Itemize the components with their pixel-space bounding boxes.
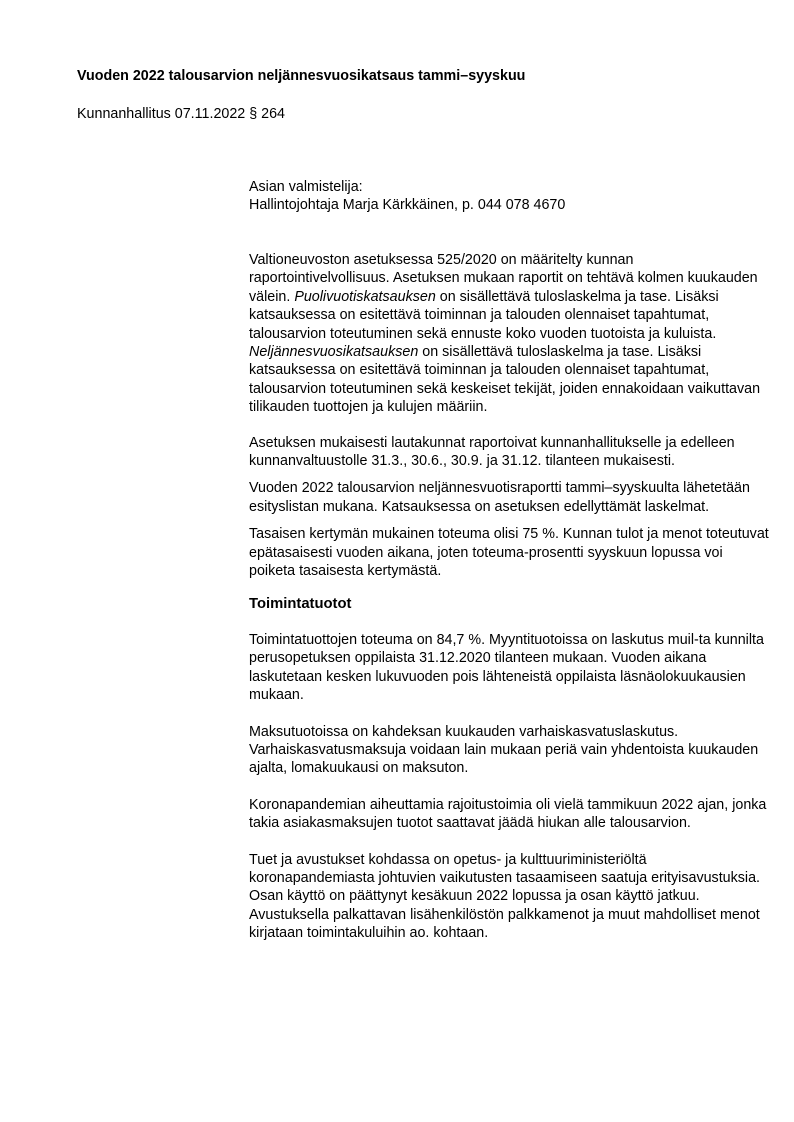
- paragraph-accrual: Tasaisen kertymän mukainen toteuma olisi 75 %. Kunnan tulot ja menot toteutuvat epätasaisesti vuoden aikana, joten toteuma-prosentti syyskuun lopussa voi poiketa tasaisesta kertymästä.: [249, 526, 769, 580]
- paragraph-committees: Asetuksen mukaisesti lautakunnat raportoivat kunnanhallitukselle ja edelleen kunnanvaltuustolle 31.3., 30.6., 30.9. ja 31.12. tilanteen mukaisesti.: [249, 434, 735, 470]
- preparer-label: Asian valmistelija:: [249, 179, 363, 195]
- document-title: Vuoden 2022 talousarvion neljännesvuosikatsaus tammi–syyskuu: [77, 68, 526, 84]
- document-body: [249, 251, 769, 943]
- paragraph-corona: Koronapandemian aiheuttamia rajoitustoimia oli vielä tammikuun 2022 ajan, jonka takia asiakasmaksujen tuotot saattavat jäädä hiukan alle talousarvion.: [249, 796, 767, 832]
- paragraph-operating-income: Toimintatuottojen toteuma on 84,7 %. Myyntituotoissa on laskutus muil-ta kunnilta perusopetuksen oppilaista 31.12.2020 tilanteen mukaan. Vuoden aikana laskutetaan kesken lukuvuoden pois lähteneistä oppilaista läsnäolokuukausien mukaan.: [249, 631, 764, 704]
- emphasis-quarterly-report: Neljännesvuosikatsauksen: [249, 344, 419, 361]
- text-run: Valtioneuvoston asetuksessa 525/2020 on määritelty kunnan raportointivelvollisuus. Asetuksen mukaan raportit on tehtävä kolmen kuukauden välein.: [249, 252, 758, 305]
- preparer-name: Hallintojohtaja Marja Kärkkäinen, p. 044 078 4670: [249, 197, 566, 214]
- section-heading: Toimintatuotot: [249, 595, 352, 612]
- preparer-block: [249, 178, 769, 215]
- text-run: on sisällettävä tuloslaskelma ja tase. Lisäksi katsauksessa on esitettävä toiminnan ja talouden olennaiset tapahtumat, talousarvion toteutuminen sekä ennuste koko vuoden tuotoista ja kuluista.: [249, 288, 719, 342]
- paragraph-fee-income: Maksutuotoissa on kahdeksan kuukauden varhaiskasvatuslaskutus. Varhaiskasvatusmaksuja voidaan lain mukaan periä vain yhdentoista kuukauden ajalta, lomakuukausi on maksuton.: [249, 723, 759, 777]
- paragraph-regulation: [249, 251, 769, 417]
- emphasis-half-year-report: Puolivuotiskatsauksen: [294, 288, 436, 305]
- text-run: on sisällettävä tuloslaskelma ja tase. Lisäksi katsauksessa on esitettävä toiminnan ja talouden olennaiset tapahtumat, talousarvion toteutuminen sekä keskeiset tekijät, joiden ennakoidaan vaikuttavan tilikauden tuottojen ja kulujen määriin.: [249, 344, 761, 416]
- paragraph-report: Vuoden 2022 talousarvion neljännesvuotisraportti tammi–syyskuulta lähetetään esityslistan mukana. Katsauksessa on asetuksen edellyttämät laskelmat.: [249, 480, 750, 515]
- paragraph-grants: Tuet ja avustukset kohdassa on opetus- ja kulttuuriministeriöltä koronapandemiasta johtuvien vaikutusten tasaamiseen saatuja erityisavustuksia. Osan käyttö on päättynyt kesäkuun 2022 lopussa ja osan käyttö jatkuu. Avustuksella palkattavan lisähenkilöstön palkkamenot ja muut mahdolliset menot kirjataan toimintakuluihin ao. kohtaan.: [249, 851, 761, 942]
- meeting-reference: Kunnanhallitus 07.11.2022 § 264: [77, 106, 286, 122]
